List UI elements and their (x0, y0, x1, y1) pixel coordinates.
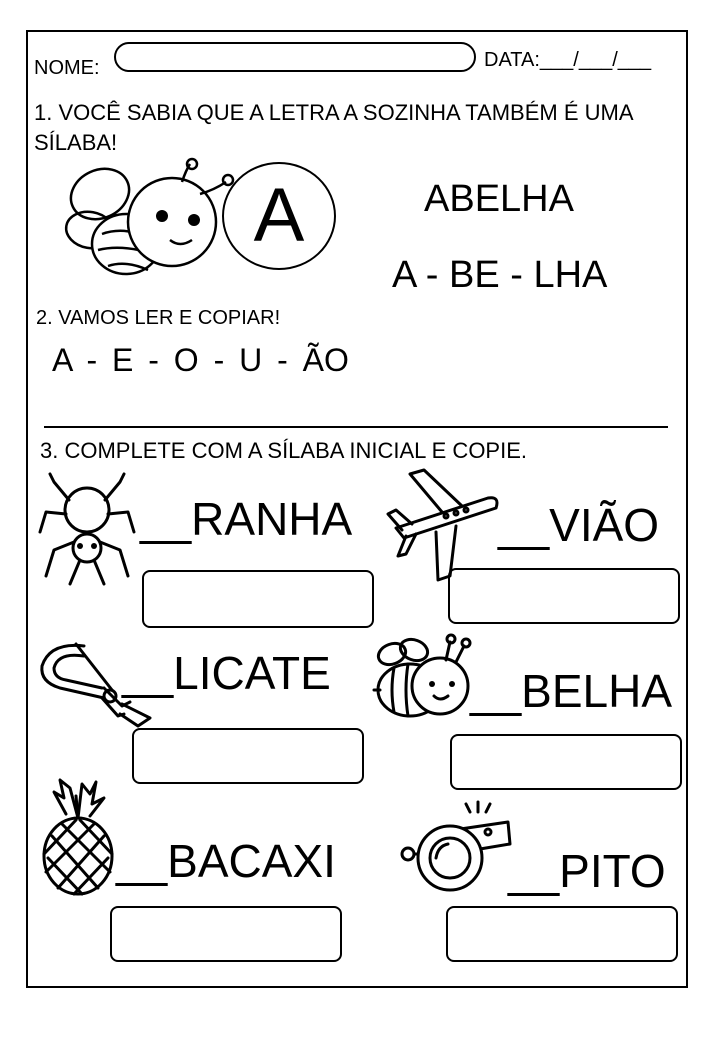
pineapple-icon (40, 778, 116, 896)
answer-box-3[interactable] (132, 728, 364, 784)
section2-instruction: 2. VAMOS LER E COPIAR! (36, 307, 281, 329)
answer-box-5[interactable] (110, 906, 342, 962)
worksheet (26, 30, 688, 988)
vowels-line: A - E - O - U - ÃO (52, 342, 349, 378)
answer-box-4[interactable] (450, 734, 682, 790)
airplane-icon (384, 470, 500, 582)
exercise-word-6: __PITO (508, 845, 666, 897)
exercise-word-3: __LICATE (122, 647, 331, 699)
example-syllables: A - BE - LHA (392, 254, 608, 296)
exercise-word-5: __BACAXI (116, 835, 336, 887)
example-word: ABELHA (424, 178, 574, 220)
exercise-word-1: __RANHA (140, 493, 353, 545)
whistle-icon (400, 802, 512, 892)
section1-instruction: 1. VOCÊ SABIA QUE A LETRA A SOZINHA TAMBÉM É UMA SÍLABA! (34, 100, 633, 155)
big-letter-a: A (222, 162, 336, 270)
exercise-word-4: __BELHA (470, 665, 673, 717)
copy-line[interactable] (44, 426, 668, 428)
spider-icon (36, 472, 138, 586)
section3-instruction: 3. COMPLETE COM A SÍLABA INICIAL E COPIE. (40, 438, 528, 463)
exercise-word-2: __VIÃO (498, 499, 660, 551)
answer-box-2[interactable] (448, 568, 680, 624)
answer-box-1[interactable] (142, 570, 374, 628)
date-label: DATA:___/___/___ (484, 49, 652, 71)
bee-icon (374, 634, 474, 724)
bee-icon (64, 160, 224, 284)
name-field[interactable] (114, 42, 476, 72)
answer-box-6[interactable] (446, 906, 678, 962)
name-label: NOME: (34, 57, 100, 79)
